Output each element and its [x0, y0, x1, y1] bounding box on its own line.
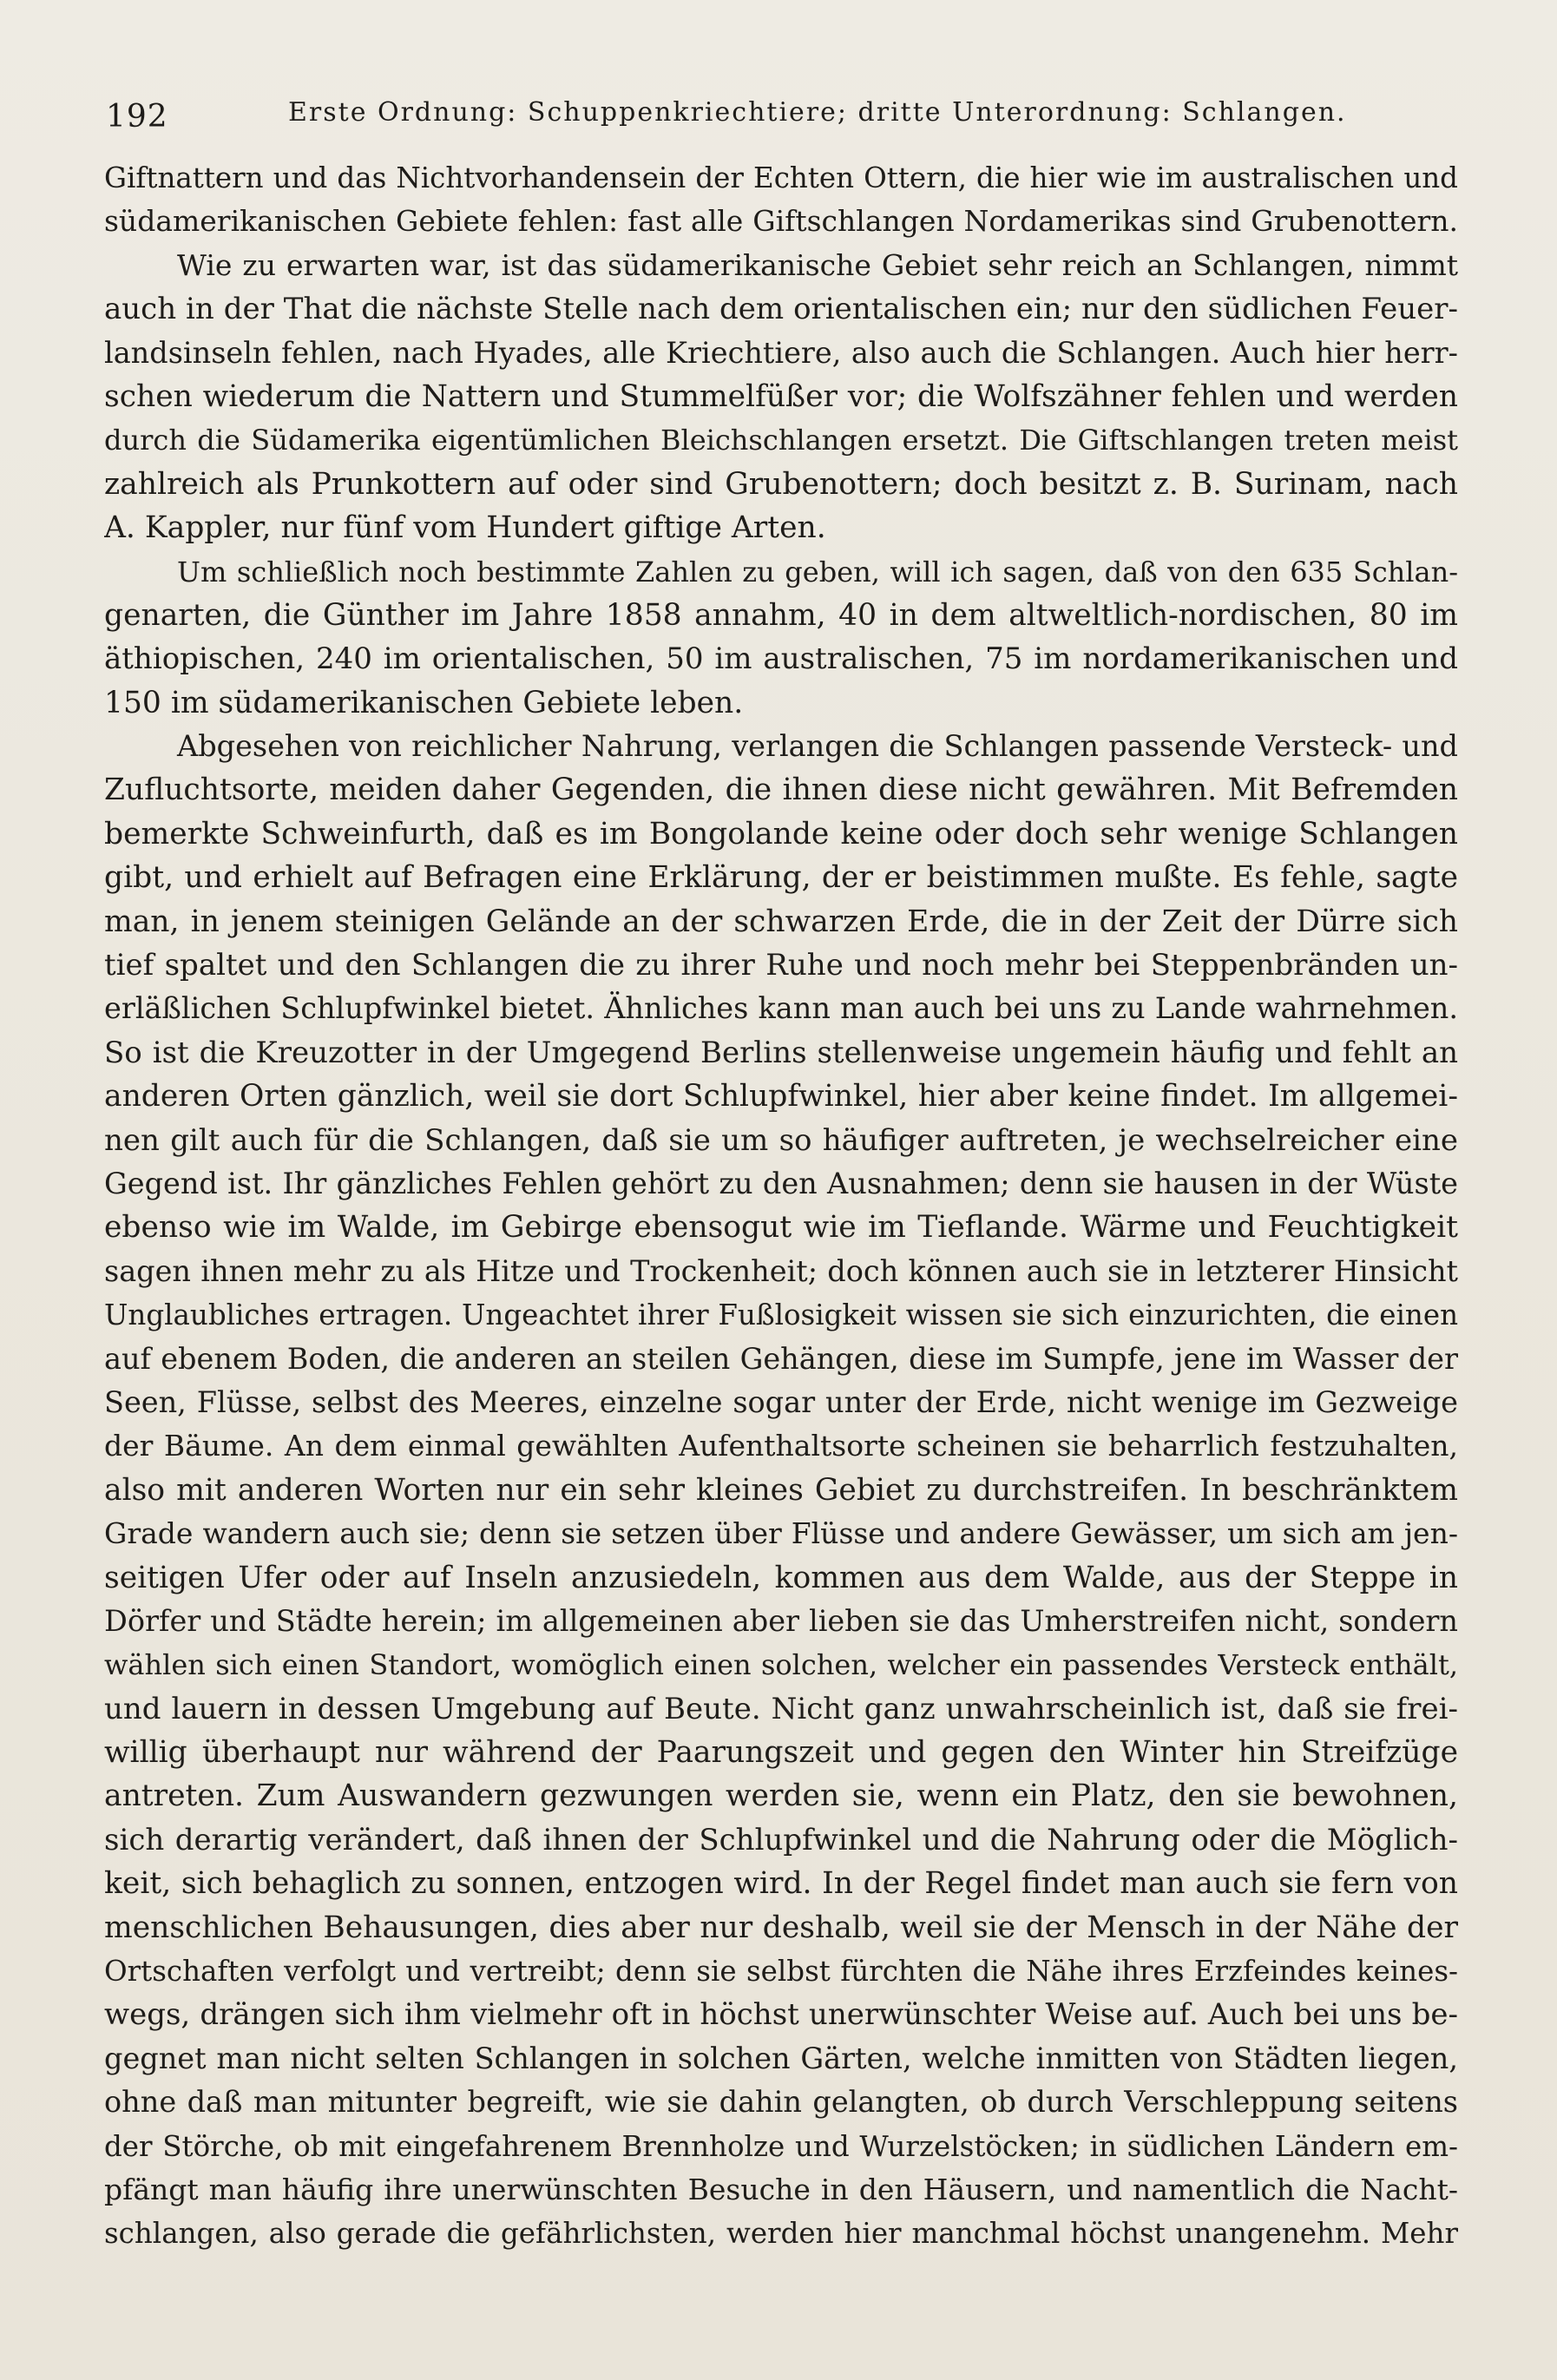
text-line: wählen sich einen Standort, womöglich einen solchen, welcher ein passendes Versteck enthält,	[104, 1648, 1458, 1682]
text-line: schlangen, also gerade die gefährlichsten, werden hier manchmal höchst unangenehm. Mehr	[104, 2217, 1458, 2251]
text-line: Gegend ist. Ihr gänzliches Fehlen gehört zu den Ausnahmen; denn sie hausen in der Wüste	[104, 1166, 1458, 1200]
text-line: So ist die Kreuzotter in der Umgegend Berlins stellenweise ungemein häufig und fehlt an	[104, 1035, 1458, 1070]
text-line: man, in jenem steinigen Gelände an der schwarzen Erde, die in der Zeit der Dürre sich	[104, 904, 1458, 939]
text-line: Ortschaften verfolgt und vertreibt; denn sie selbst fürchten die Nähe ihres Erzfeindes keines-	[104, 1955, 1458, 1989]
text-line: Grade wandern auch sie; denn sie setzen über Flüsse und andere Gewässer, um sich am jen-	[104, 1516, 1458, 1551]
text-line: genarten, die Günther im Jahre 1858 annahm, 40 in dem altweltlich-nordischen, 80 im	[104, 597, 1458, 633]
text-line: keit, sich behaglich zu sonnen, entzogen wird. In der Regel findet man auch sie fern von	[104, 1866, 1458, 1902]
text-line: äthiopischen, 240 im orientalischen, 50 im australischen, 75 im nordamerikanischen und	[104, 641, 1458, 677]
text-line: landsinseln fehlen, nach Hyades, alle Kriechtiere, also auch die Schlangen. Auch hier herr-	[104, 335, 1458, 370]
text-line: sich derartig verändert, daß ihnen der Schlupfwinkel und die Nahrung oder die Möglich-	[104, 1822, 1458, 1857]
text-line: tief spaltet und den Schlangen die zu ihrer Ruhe und noch mehr bei Steppenbränden un-	[104, 948, 1458, 983]
text-line: auf ebenem Boden, die anderen an steilen Gehängen, diese im Sumpfe, jene im Wasser der	[104, 1341, 1458, 1376]
page-header	[106, 89, 1460, 141]
text-line: also mit anderen Worten nur ein sehr kleines Gebiet zu durchstreifen. In beschränktem	[104, 1472, 1458, 1508]
text-line: menschlichen Behausungen, dies aber nur deshalb, weil sie der Mensch in der Nähe der	[104, 1910, 1458, 1945]
text-line: Zufluchtsorte, meiden daher Gegenden, die ihnen diese nicht gewähren. Mit Befremden	[104, 773, 1458, 808]
text-line: und lauern in dessen Umgebung auf Beute. Nicht ganz unwahrscheinlich ist, daß sie frei-	[104, 1691, 1458, 1726]
text-line: zahlreich als Prunkottern auf oder sind Grubenottern; doch besitzt z. B. Surinam, nach	[104, 466, 1458, 502]
text-line: erläßlichen Schlupfwinkel bietet. Ähnliches kann man auch bei uns zu Lande wahrnehmen.	[104, 991, 1458, 1026]
text-line: der Bäume. An dem einmal gewählten Aufenthaltsorte scheinen sie beharrlich festzuhalten,	[104, 1429, 1458, 1463]
text-line: Wie zu erwarten war, ist das südamerikanische Gebiet sehr reich an Schlangen, nimmt	[177, 247, 1458, 282]
text-line: willig überhaupt nur während der Paarungszeit und gegen den Winter hin Streifzüge	[104, 1735, 1458, 1771]
text-line: Giftnattern und das Nichtvorhandensein der Echten Ottern, die hier wie im australischen und	[104, 161, 1458, 194]
body-text	[104, 156, 1458, 2256]
text-line: sagen ihnen mehr zu als Hitze und Trockenheit; doch können auch sie in letzterer Hinsicht	[104, 1253, 1458, 1288]
text-line: antreten. Zum Auswandern gezwungen werden sie, wenn ein Platz, den sie bewohnen,	[104, 1778, 1458, 1814]
text-line: ebenso wie im Walde, im Gebirge ebensogut wie im Tieflande. Wärme und Feuchtigkeit	[104, 1210, 1458, 1246]
text-line: seitigen Ufer oder auf Inseln anzusiedeln, kommen aus dem Walde, aus der Steppe in	[104, 1560, 1458, 1595]
text-line: Abgesehen von reichlicher Nahrung, verlangen die Schlangen passende Versteck- und	[177, 729, 1458, 764]
text-line: schen wiederum die Nattern und Stummelfüßer vor; die Wolfszähner fehlen und werden	[104, 378, 1458, 414]
text-line: gibt, und erhielt auf Befragen eine Erklärung, der er beistimmen mußte. Es fehle, sagte	[104, 860, 1458, 896]
text-line: pfängt man häufig ihre unerwünschten Besuche in den Häusern, und namentlich die Nacht-	[104, 2172, 1458, 2206]
running-head: Erste Ordnung: Schuppenkriechtiere; dritte Unterordnung: Schlangen.	[288, 97, 1347, 128]
text-line: A. Kappler, nur fünf vom Hundert giftige Arten.	[104, 510, 826, 546]
text-line: durch die Südamerika eigentümlichen Bleichschlangen ersetzt. Die Giftschlangen treten meist	[104, 424, 1458, 457]
text-line: Unglaubliches ertragen. Ungeachtet ihrer Fußlosigkeit wissen sie sich einzurichten, die einen	[104, 1298, 1458, 1332]
text-line: südamerikanischen Gebiete fehlen: fast alle Giftschlangen Nordamerikas sind Grubenottern.	[104, 204, 1458, 239]
text-line: nen gilt auch für die Schlangen, daß sie um so häufiger auftreten, je wechselreicher eine	[104, 1122, 1458, 1158]
page-number: 192	[106, 99, 168, 135]
text-line: der Störche, ob mit eingefahrenem Brennholze und Wurzelstöcken; in südlichen Ländern em-	[104, 2129, 1458, 2163]
text-line: 150 im südamerikanischen Gebiete leben.	[104, 685, 744, 720]
text-line: gegnet man nicht selten Schlangen in solchen Gärten, welche inmitten von Städten liegen,	[104, 2041, 1458, 2075]
text-line: anderen Orten gänzlich, weil sie dort Schlupfwinkel, hier aber keine findet. Im allgemei-	[104, 1079, 1458, 1114]
text-line: ohne daß man mitunter begreift, wie sie dahin gelangten, ob durch Verschleppung seitens	[104, 2085, 1458, 2120]
text-line: Um schließlich noch bestimmte Zahlen zu geben, will ich sagen, daß von den 635 Schlan-	[177, 555, 1458, 588]
text-line: auch in der That die nächste Stelle nach dem orientalischen ein; nur den südlichen Feuer-	[104, 292, 1458, 327]
text-line: wegs, drängen sich ihm vielmehr oft in höchst unerwünschter Weise auf. Auch bei uns be-	[104, 1997, 1458, 2033]
text-line: Seen, Flüsse, selbst des Meeres, einzelne sogar unter der Erde, nicht wenige im Gezweige	[104, 1384, 1458, 1419]
text-line: bemerkte Schweinfurth, daß es im Bongolande keine oder doch sehr wenige Schlangen	[104, 816, 1458, 851]
text-line: Dörfer und Städte herein; im allgemeinen aber lieben sie das Umherstreifen nicht, sondern	[104, 1603, 1458, 1638]
